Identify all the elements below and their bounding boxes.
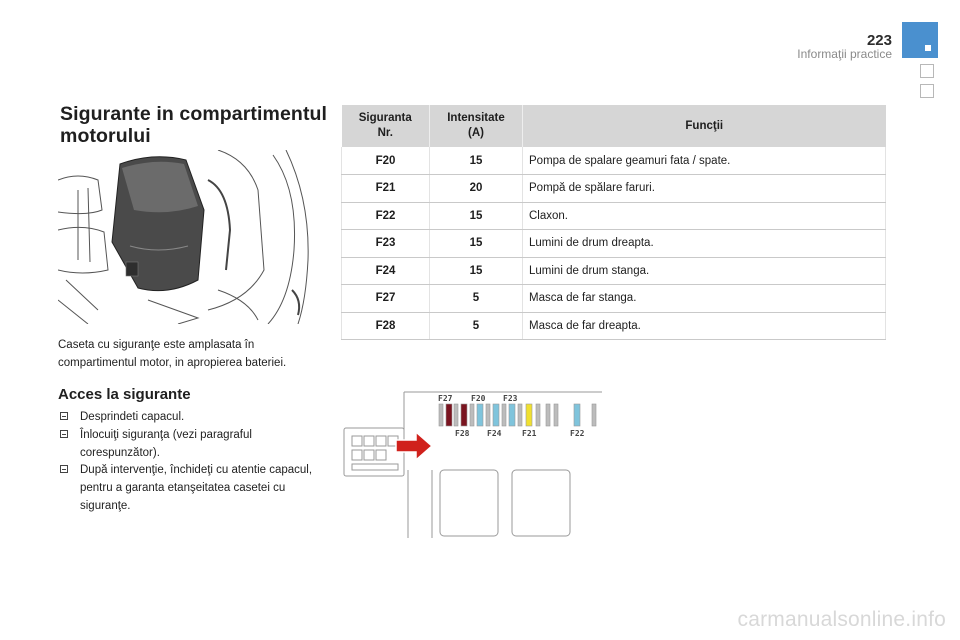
step-text: Desprindeti capacul. xyxy=(80,411,185,423)
fuse-amperage: 20 xyxy=(430,175,523,203)
chapter-tab[interactable] xyxy=(902,22,938,58)
fuse-number: F22 xyxy=(342,202,430,230)
fuse-number: F28 xyxy=(342,312,430,340)
fuse-function: Masca de far dreapta. xyxy=(523,312,886,340)
page-title: Sigurante in compartimentul motorului xyxy=(60,103,328,147)
fuse-label: F24 xyxy=(487,429,502,438)
fuse-number: F23 xyxy=(342,230,430,258)
step-text: După intervenţie, închideţi cu atentie capacul, pentru a garanta etanşeitatea casetei cu siguranţe. xyxy=(80,464,313,513)
table-row xyxy=(342,257,886,285)
section-title: Informaţii practice xyxy=(797,47,892,61)
table-row xyxy=(342,285,886,313)
fuse-amperage: 15 xyxy=(430,147,523,175)
fuse-label: F23 xyxy=(503,394,518,403)
checkbox-bullet-icon xyxy=(60,430,68,438)
intro-paragraph: Caseta cu siguranţe este amplasata în compartimentul motor, in apropierea bateriei. xyxy=(58,339,287,369)
table-row xyxy=(342,175,886,203)
chapter-tab-empty-2[interactable] xyxy=(920,84,934,98)
list-item xyxy=(58,409,328,427)
chapter-tab-empty-1[interactable] xyxy=(920,64,934,78)
tab-marker-icon xyxy=(925,45,931,51)
list-item xyxy=(58,427,328,463)
fuse-number: F20 xyxy=(342,147,430,175)
fuse-function: Pompa de spalare geamuri fata / spate. xyxy=(523,147,886,175)
fuse-table xyxy=(341,105,886,340)
fuse-labels-top xyxy=(438,394,518,403)
table-row xyxy=(342,202,886,230)
fuse-label: F20 xyxy=(471,394,486,403)
checkbox-bullet-icon xyxy=(60,465,68,473)
pointer-arrow-icon xyxy=(396,432,432,460)
table-row xyxy=(342,147,886,175)
column-header-function: Funcţii xyxy=(523,105,886,147)
access-heading: Acces la sigurante xyxy=(58,386,191,403)
engine-compartment-illustration xyxy=(58,150,312,324)
fuse-label: F27 xyxy=(438,394,453,403)
column-header-nr: Siguranta Nr. xyxy=(342,105,430,147)
access-steps-list xyxy=(58,409,328,516)
fuse-number: F24 xyxy=(342,257,430,285)
fuse-labels-bottom xyxy=(455,429,585,438)
fuse-function: Claxon. xyxy=(523,202,886,230)
fuse-function: Masca de far stanga. xyxy=(523,285,886,313)
watermark: carmanualsonline.info xyxy=(737,608,946,631)
fuse-amperage: 15 xyxy=(430,257,523,285)
fuse-amperage: 5 xyxy=(430,312,523,340)
fuse-label: F22 xyxy=(570,429,585,438)
fuse-function: Lumini de drum dreapta. xyxy=(523,230,886,258)
table-row xyxy=(342,312,886,340)
column-header-amp: Intensitate (A) xyxy=(430,105,523,147)
table-header-row xyxy=(342,105,886,147)
fuse-amperage: 5 xyxy=(430,285,523,313)
step-text: Înlocuiţi siguranţa (vezi paragraful corespunzător). xyxy=(80,428,252,459)
fuse-label: F21 xyxy=(522,429,537,438)
fuse-number: F21 xyxy=(342,175,430,203)
fuse-amperage: 15 xyxy=(430,230,523,258)
fuse-label: F28 xyxy=(455,429,470,438)
fuse-box-diagram xyxy=(340,388,610,543)
page-number: 223 xyxy=(866,32,892,49)
fuse-function: Lumini de drum stanga. xyxy=(523,257,886,285)
list-item xyxy=(58,462,328,515)
table-row xyxy=(342,230,886,258)
fuse-number: F27 xyxy=(342,285,430,313)
fuse-amperage: 15 xyxy=(430,202,523,230)
fuse-function: Pompă de spălare faruri. xyxy=(523,175,886,203)
checkbox-bullet-icon xyxy=(60,412,68,420)
